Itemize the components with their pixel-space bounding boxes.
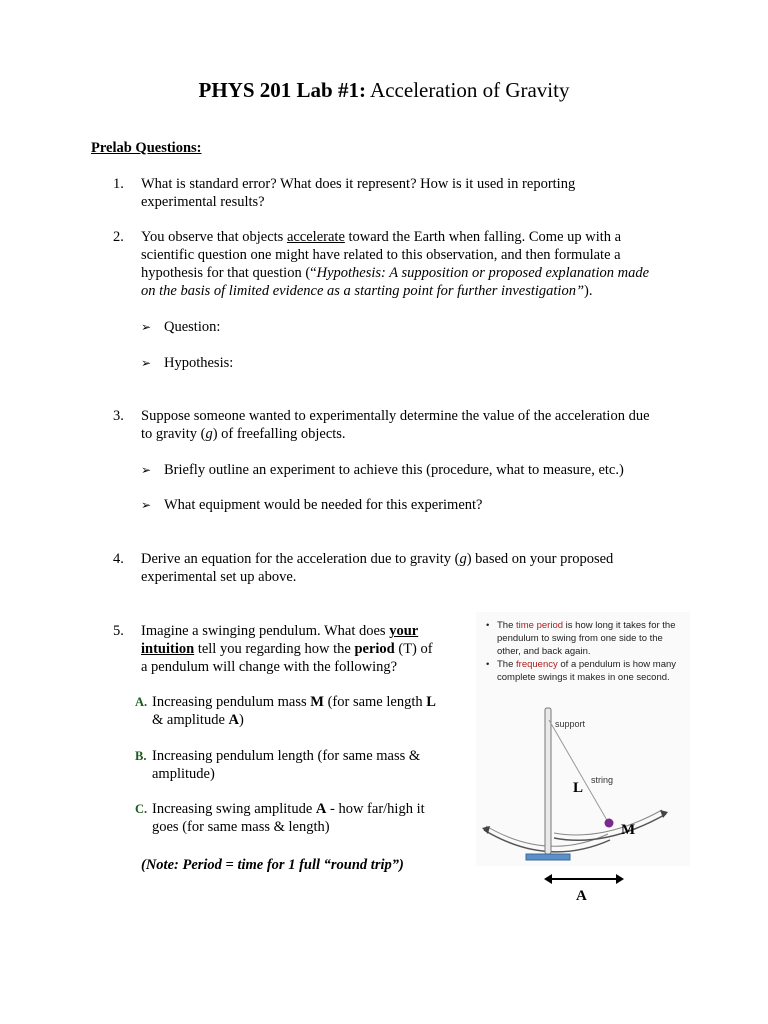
question-2-line-4: on the basis of limited evidence as a starting point for further investigation”). (141, 283, 593, 299)
question-1-line-1: What is standard error? What does it represent? How is it used in reporting (141, 176, 576, 192)
question-2-line-2: scientific question one might have related to this observation, and then formulate a (141, 247, 621, 263)
arrowhead-right-icon (616, 874, 624, 884)
question-number: 3. (113, 408, 124, 424)
question-2-line-1: You observe that objects accelerate toward the Earth when falling. Come up with a (141, 229, 622, 245)
question-number: 2. (113, 229, 124, 245)
pendulum-diagram (476, 612, 690, 866)
question-3-line-1: Suppose someone wanted to experimentally determine the value of the acceleration due (141, 408, 650, 424)
question-1-line-2: experimental results? (141, 194, 265, 210)
mass-label: M (621, 822, 636, 838)
question-4-line-2: experimental set up above. (141, 569, 297, 585)
question-5-line-3: a pendulum will change with the following? (141, 659, 398, 675)
arrowhead-left-icon (544, 874, 552, 884)
pendulum-base (526, 854, 570, 860)
length-label: L (573, 780, 584, 796)
arrow-bullet-icon: ➢ (141, 320, 152, 334)
string-label: string (591, 775, 614, 785)
question-number: 5. (113, 623, 124, 639)
question-5-line-2: intuition tell you regarding how the period (T) of (141, 641, 433, 657)
underlined-word: accelerate (286, 229, 345, 245)
prelab-heading: Prelab Questions: (91, 140, 202, 156)
arrow-bullet-icon: ➢ (141, 463, 152, 477)
pendulum-bob (605, 819, 614, 828)
question-2-line-3: hypothesis for that question (“Hypothesis: A supposition or proposed explanation made (141, 265, 650, 281)
lab-document: PHYS 201 Lab #1: Acceleration of Gravity Prelab Questions: 1. What is standard error? What does it represent? How is it used in reporting experimental results? 2. You observe that objects accelerate toward the Earth when falling. Come up with a scientific question one might have related to this observation, and then formulate a hypothesis for that question (“Hypothesis: A supposition or proposed explanation made on the basis of limited evidence as a starting point for further investigation”). ➢ Question: ➢ Hypothesis: 3. Suppose someone wanted to experimentally determine the value of the acceleration due to gravity (g) of freefalling objects. ➢ Briefly outline an experiment to achieve this (procedure, what to measure, etc.) ➢ What equipment would be needed for this experiment? 4. Derive an equation for the acceleration due to gravity (g) based on your proposed experimental set up above. 5. Imagine a swinging pendulum. What does your intuition tell you regarding how the period (T) of a pendulum will change with the following? A. Increasing pendulum mass M (for same length L & amplitude A) B. Increasing pendulum length (for same mass & amplitude) C. Increasing swing amplitude A - how far/high it goes (for same mass & length) (Note: Period = time for 1 full “round trip”) • The time period is how long it takes for the pendulum to swing from one side to the other, and back again. • The frequency of a pendulum is how many complete swings it makes in one second. support string L M A (0, 0, 768, 1024)
period-note: (Note: Period = time for 1 full “round trip”) (141, 857, 404, 873)
question-5-line-1: Imagine a swinging pendulum. What does your (141, 623, 419, 639)
arrow-bullet-icon: ➢ (141, 356, 152, 370)
question-number: 4. (113, 551, 124, 567)
arrow-bullet-icon: ➢ (141, 498, 152, 512)
page-title: PHYS 201 Lab #1: Acceleration of Gravity (198, 78, 570, 102)
question-3-line-2: to gravity (g) of freefalling objects. (141, 426, 346, 442)
support-label: support (555, 719, 586, 729)
support-pole (545, 708, 551, 854)
amplitude-arrow (544, 873, 624, 885)
amplitude-label: A (576, 888, 587, 904)
question-number: 1. (113, 176, 124, 192)
pendulum-figure: • The time period is how long it takes for the pendulum to swing from one side to the other, and back again. • The frequency of a pendulum is how many complete swings it makes in one second. support string (476, 612, 690, 866)
question-4-line-1: Derive an equation for the acceleration due to gravity (g) based on your proposed (141, 551, 614, 567)
